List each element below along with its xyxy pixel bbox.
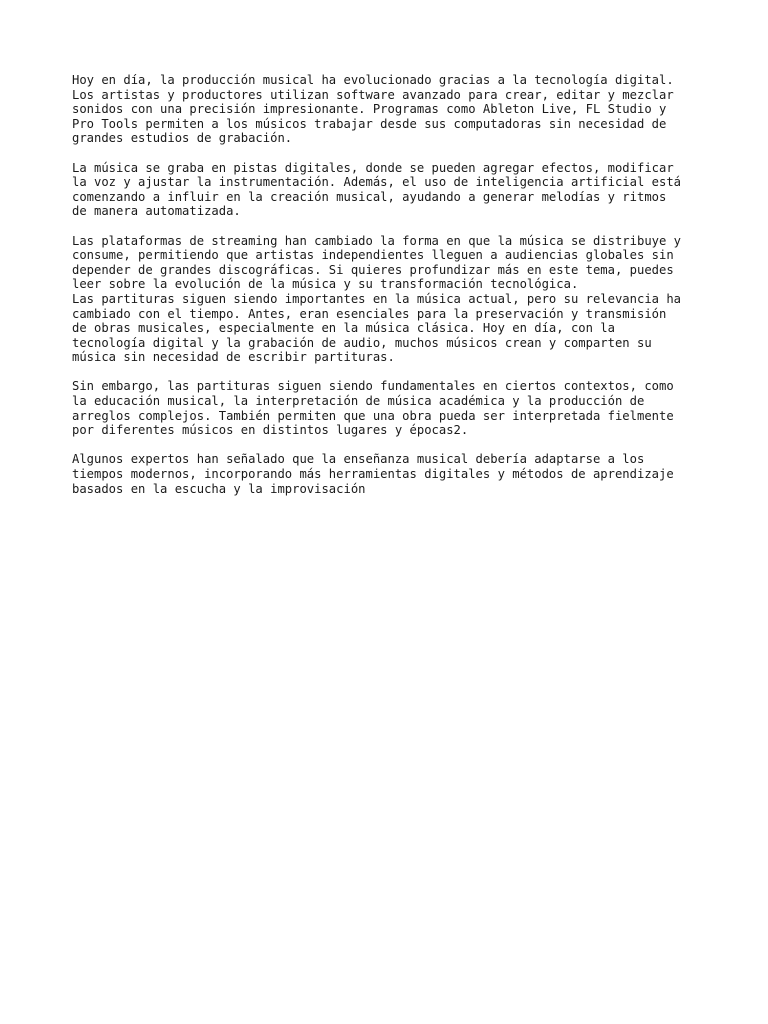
paragraph-music-education: Algunos expertos han señalado que la enseñanza musical debería adaptarse a los tiempos modernos, incorporando más herramientas digitales y métodos de aprendizaje basados en la escucha y la improvisación: [72, 452, 674, 496]
paragraph-digital-recording: La música se graba en pistas digitales, donde se pueden agregar efectos, modificar la voz y ajustar la instrumentación. Además, el uso de inteligencia artificial está comenzando a influir en la creación musical, ayudando a generar melodías y ritmos de manera automatizada.: [72, 160, 682, 219]
paragraph-digital-production: Hoy en día, la producción musical ha evolucionado gracias a la tecnología digital. Los artistas y productores utilizan software avanzado para crear, editar y mezclar sonidos con una precisión impresionante. Programas como Ableton Live, FL Studio y Pro Tools permiten a los músicos trabajar desde sus computadoras sin necesidad de grandes estudios de grabación.: [72, 73, 674, 146]
paragraph-sheet-music-relevance: Las partituras siguen siendo importantes en la música actual, pero su relevancia ha cambiado con el tiempo. Antes, eran esenciales para la preservación y transmisión de obras musicales, especialmente en la música clásica. Hoy en día, con la tecnología digital y la grabación de audio, muchos músicos crean y comparten su música sin necesidad de escribir partituras.: [72, 291, 682, 365]
document-page: [72, 73, 722, 511]
paragraph-streaming: Las plataformas de streaming han cambiado la forma en que la música se distribuye y consume, permitiendo que artistas independientes lleguen a audiencias globales sin depender de grandes discográficas. Si quieres profundizar más en este tema, puedes leer sobre la evolución de la música y su transformación tecnológica.: [72, 233, 682, 292]
paragraph-sheet-music-contexts: Sin embargo, las partituras siguen siendo fundamentales en ciertos contextos, como la educación musical, la interpretación de música académica y la producción de arreglos complejos. También permiten que una obra pueda ser interpretada fielmente por diferentes músicos en distintos lugares y épocas2.: [72, 379, 674, 438]
